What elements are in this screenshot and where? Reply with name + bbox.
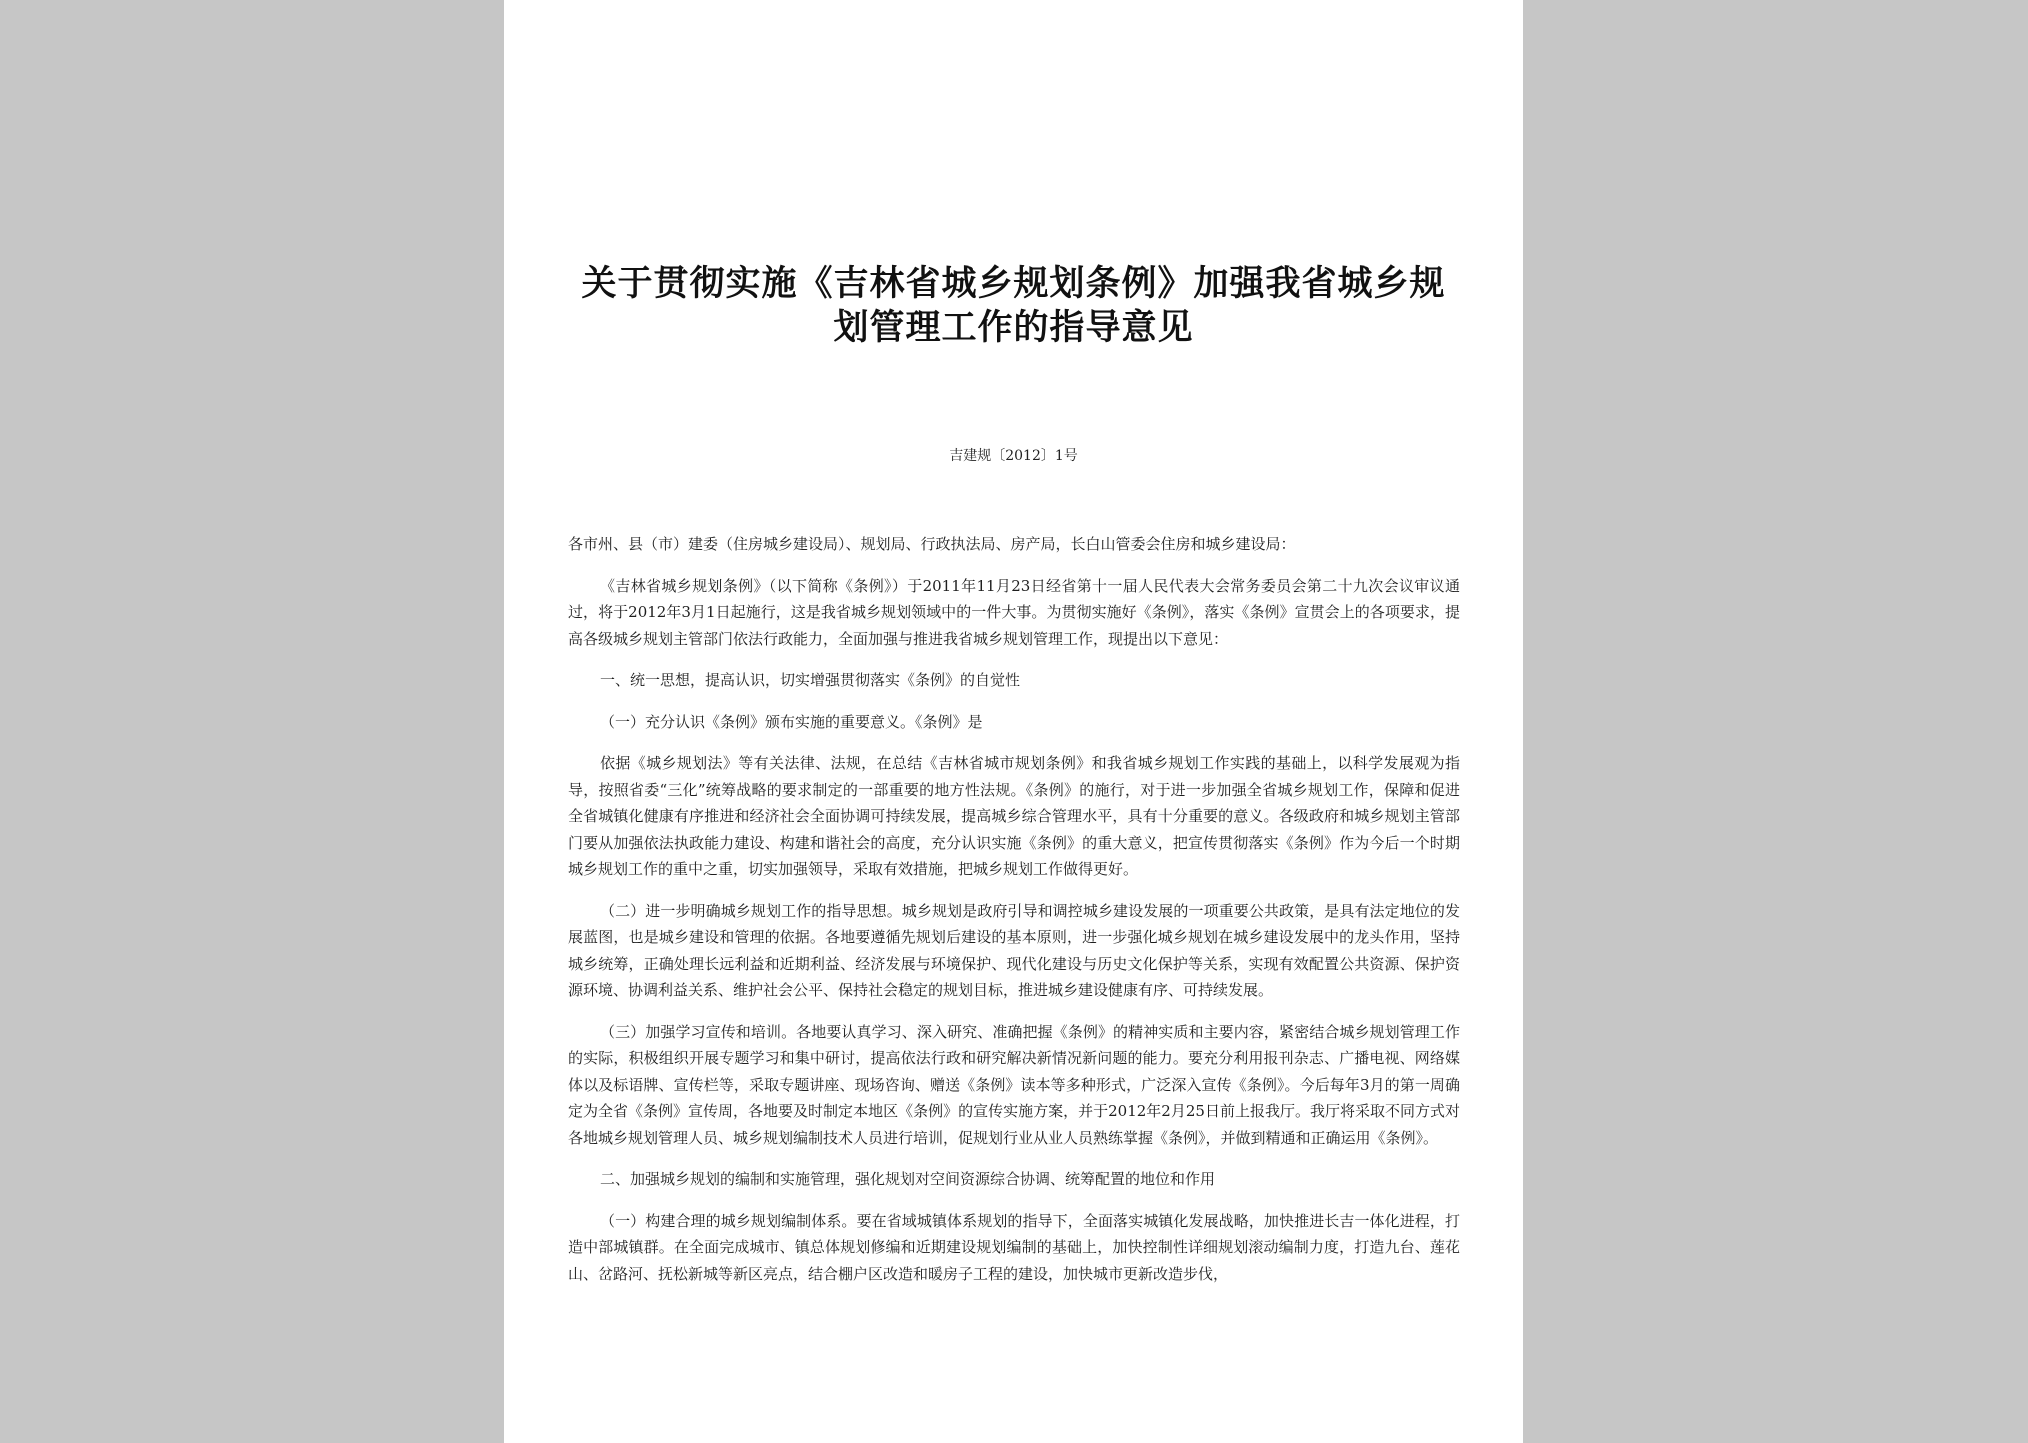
document-title bbox=[504, 262, 1523, 350]
section-heading-1: 一、统一思想，提高认识，切实增强贯彻落实《条例》的自觉性 bbox=[600, 671, 1021, 689]
subsection-heading-1-1: （一）充分认识《条例》颁布实施的重要意义。《条例》是 bbox=[600, 712, 983, 731]
paragraph-2-1: （一）构建合理的城乡规划编制体系。要在省域城镇体系规划的指导下，全面落实城镇化发展战略，加快推进长吉一体化进程，打造中部城镇群。在全面完成城市、镇总体规划修编和近期建设规划编制的基础上，加快控制性详细规划滚动编制力度，打造九台、莲花山、岔路河、抚松新城等新区亮点，结合棚户区改造和暖房子工程的建设，加快城市更新改造步伐， bbox=[568, 1211, 1460, 1283]
document-page bbox=[504, 0, 1523, 1443]
document-number: 吉建规〔2012〕1号 bbox=[949, 448, 1078, 464]
paragraph-intro: 《吉林省城乡规划条例》（以下简称《条例》）于2011年11月23日经省第十一届人民代表大会常务委员会第二十九次会议审议通过，将于2012年3月1日起施行，这是我省城乡规划领域中的一件大事。为贯彻实施好《条例》，落实《条例》宣贯会上的各项要求，提高各级城乡规划主管部门依法行政能力，全面加强与推进我省城乡规划管理工作，现提出以下意见： bbox=[568, 576, 1460, 648]
paragraph-1-2: （二）进一步明确城乡规划工作的指导思想。城乡规划是政府引导和调控城乡建设发展的一项重要公共政策，是具有法定地位的发展蓝图，也是城乡建设和管理的依据。各地要遵循先规划后建设的基本原则，进一步强化城乡规划在城乡建设发展中的龙头作用，坚持城乡统筹，正确处理长远利益和近期利益、经济发展与环境保护、现代化建设与历史文化保护等关系，实现有效配置公共资源、保护资源环境、协调利益关系、维护社会公平、保持社会稳定的规划目标，推进城乡建设健康有序、可持续发展。 bbox=[568, 901, 1460, 999]
title-line-2: 划管理工作的指导意见 bbox=[833, 307, 1194, 348]
section-heading-2: 二、加强城乡规划的编制和实施管理，强化规划对空间资源综合协调、统筹配置的地位和作用 bbox=[600, 1170, 1216, 1188]
title-line-1: 关于贯彻实施《吉林省城乡规划条例》加强我省城乡规 bbox=[581, 263, 1446, 304]
paragraph-1-3: （三）加强学习宣传和培训。各地要认真学习、深入研究、准确把握《条例》的精神实质和主要内容，紧密结合城乡规划管理工作的实际，积极组织开展专题学习和集中研讨，提高依法行政和研究解决新情况新问题的能力。要充分利用报刊杂志、广播电视、网络媒体以及标语牌、宣传栏等，采取专题讲座、现场咨询、赠送《条例》读本等多种形式，广泛深入宣传《条例》。今后每年3月的第一周确定为全省《条例》宣传周，各地要及时制定本地区《条例》的宣传实施方案，并于2012年2月25日前上报我厅。我厅将采取不同方式对各地城乡规划管理人员、城乡规划编制技术人员进行培训，促规划行业从业人员熟练掌握《条例》，并做到精通和正确运用《条例》。 bbox=[568, 1022, 1460, 1147]
document-body bbox=[568, 531, 1460, 1302]
paragraph-1-1: 依据《城乡规划法》等有关法律、法规，在总结《吉林省城市规划条例》和我省城乡规划工作实践的基础上，以科学发展观为指导，按照省委“三化”统筹战略的要求制定的一部重要的地方性法规。《条例》的施行，对于进一步加强全省城乡规划工作，保障和促进全省城镇化健康有序推进和经济社会全面协调可持续发展，提高城乡综合管理水平，具有十分重要的意义。各级政府和城乡规划主管部门要从加强依法执政能力建设、构建和谐社会的高度，充分认识实施《条例》的重大意义，把宣传贯彻落实《条例》作为今后一个时期城乡规划工作的重中之重，切实加强领导，采取有效措施，把城乡规划工作做得更好。 bbox=[568, 754, 1460, 878]
salutation: 各市州、县（市）建委（住房城乡建设局）、规划局、行政执法局、房产局，长白山管委会住房和城乡建设局： bbox=[568, 535, 1296, 553]
